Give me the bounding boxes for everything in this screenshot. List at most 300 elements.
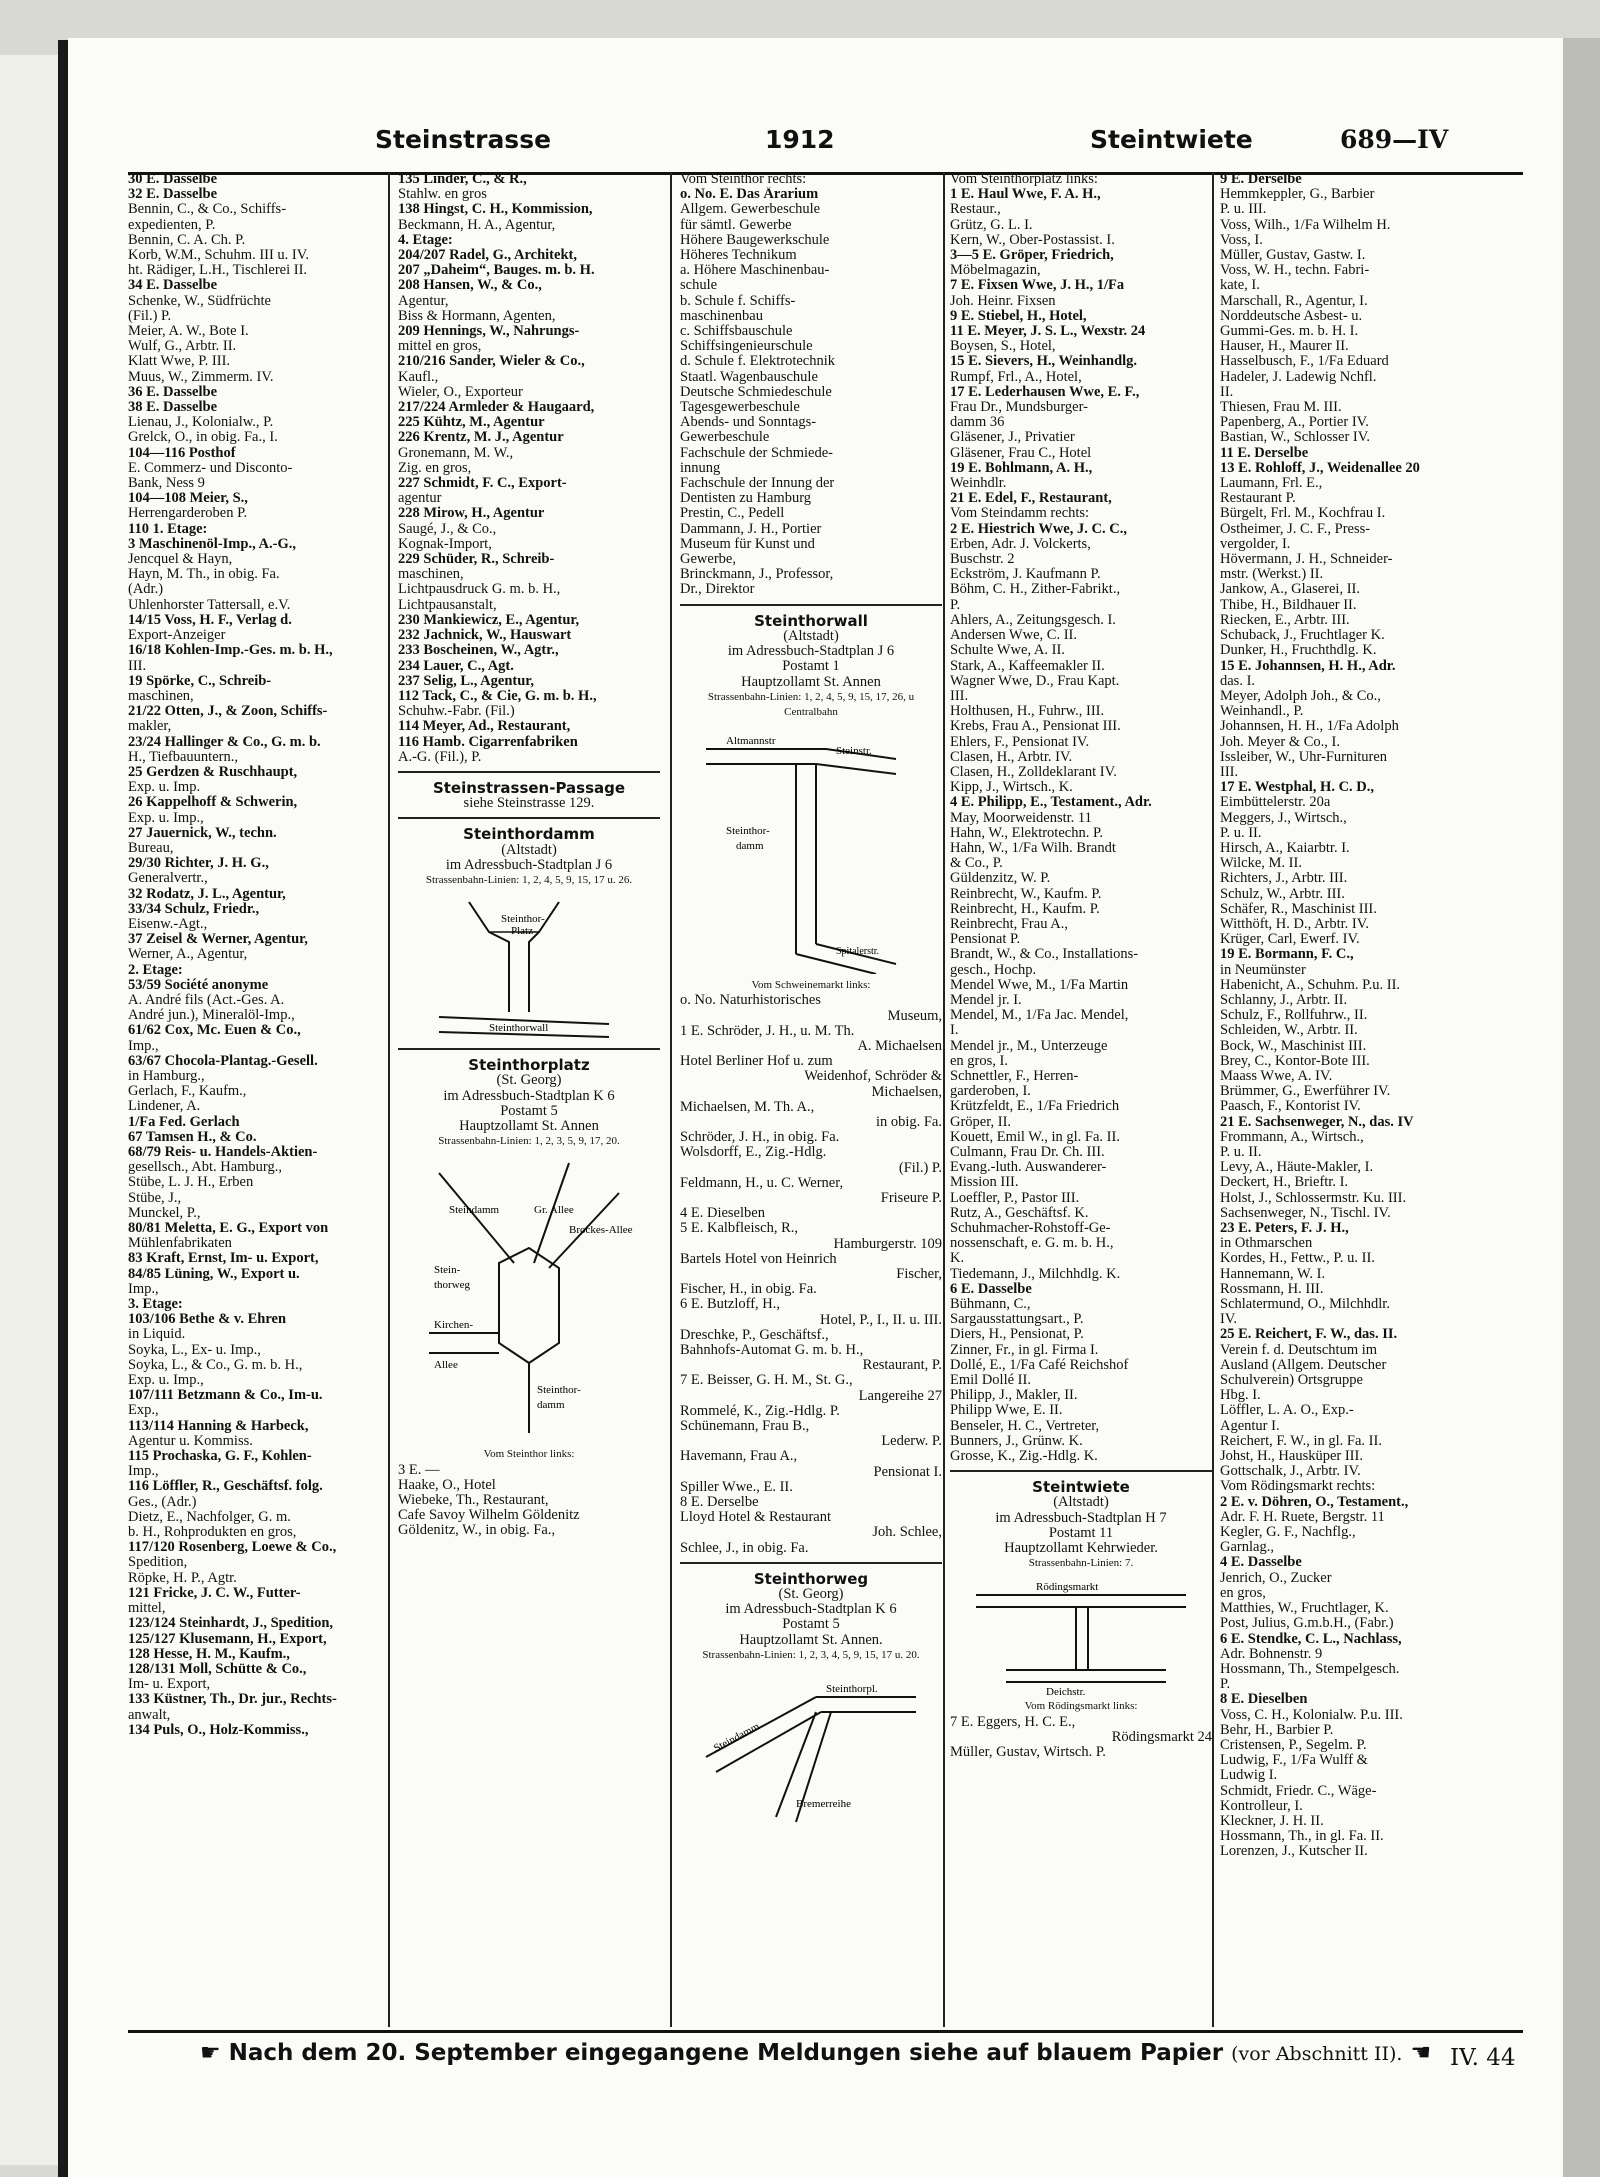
directory-entry: 17 E. Lederhausen Wwe, E. F.,: [950, 384, 1140, 400]
directory-entry: Marschall, R., Agentur, I.: [1220, 293, 1368, 309]
pointing-hand-icon: ☛: [200, 2040, 229, 2066]
steinthorweg-tram: Strassenbahn-Linien: 1, 2, 3, 4, 5, 9, 15, 17 u. 20.: [702, 1648, 920, 1661]
directory-entry: Culmann, Frau Dr. Ch. III.: [950, 1145, 1105, 1160]
directory-entry: damm 36: [950, 415, 1005, 431]
section-rule: [398, 1048, 660, 1050]
directory-entry: Imp.,: [128, 1464, 159, 1480]
steintwiete-post: Postamt 11: [1048, 1524, 1114, 1541]
book-gutter: [58, 40, 68, 2177]
directory-entry: Löffler, L. A. O., Exp.-: [1220, 1403, 1354, 1419]
directory-entry: 23/24 Hallinger & Co., G. m. b.: [128, 734, 321, 750]
steinthorplatz-zoll: Hauptzollamt St. Annen: [459, 1117, 599, 1134]
directory-entry: Kleckner, J. H. II.: [1220, 1813, 1324, 1829]
directory-entry: Papenberg, A., Portier IV.: [1220, 415, 1369, 431]
directory-entry: Eisenw.-Agt.,: [128, 916, 208, 932]
directory-entry: Brümmer, G., Ewerführer IV.: [1220, 1084, 1391, 1100]
directory-entry: Rossmann, H. III.: [1220, 1281, 1324, 1297]
directory-entry: Kontrolleur, I.: [1220, 1798, 1303, 1814]
directory-entry: 21/22 Otten, J., & Zoon, Schiffs-: [128, 704, 328, 720]
directory-entry: A.-G. (Fil.), P.: [398, 749, 482, 765]
directory-entry: 19 E. Bohlmann, A. H.,: [950, 460, 1093, 476]
directory-entry: P. u. III.: [1220, 202, 1267, 218]
directory-entry: 63/67 Chocola-Plantag.-Gesell.: [128, 1053, 318, 1069]
directory-entry: mittel,: [128, 1601, 166, 1617]
street-map-steinthorweg: [696, 1667, 926, 1837]
entry: Wolsdorff, E., Zig.-Hdlg.: [680, 1145, 827, 1161]
entry: 1 E. Schröder, J. H., u. M. Th.: [680, 1023, 855, 1039]
directory-entry: Soyka, L., Ex- u. Imp.,: [128, 1342, 261, 1358]
directory-entry: May, Moorweidenstr. 11: [950, 810, 1092, 826]
directory-entry: 2 E. v. Döhren, O., Testament.,: [1220, 1494, 1409, 1510]
directory-entry: Dunker, H., Fruchthdlg. K.: [1220, 643, 1377, 659]
directory-entry: Schlatermund, O., Milchhdlr.: [1220, 1297, 1390, 1313]
directory-entry: Adr. Bohnenstr. 9: [1220, 1646, 1323, 1662]
directory-entry: Vom Steindamm rechts:: [950, 506, 1090, 522]
footer-tail: (vor Abschnitt II).: [1231, 2043, 1403, 2065]
passage-ref: siehe Steinstrasse 129.: [463, 795, 595, 812]
directory-entry: Eimbüttelerstr. 20a: [1220, 795, 1331, 811]
footer-notice: [200, 2040, 1431, 2066]
directory-entry: Eckström, J. Kaufmann P.: [950, 567, 1101, 583]
directory-entry: 228 Mirow, H., Agentur: [398, 506, 545, 522]
entry: Bahnhofs-Automat G. m. b. H.,: [680, 1342, 864, 1358]
directory-entry: Grelck, O., in obig. Fa., I.: [128, 430, 278, 446]
directory-entry: Erben, Adr. J. Volckerts,: [950, 536, 1091, 552]
directory-entry: Riecken, E., Arbtr. III.: [1220, 612, 1350, 628]
col1-entries: [128, 172, 380, 1738]
directory-entry: 208 Hansen, W., & Co.,: [398, 278, 542, 294]
directory-entry: Clasen, H., Zolldeklarant IV.: [950, 764, 1117, 780]
directory-entry: 36 E. Dasselbe: [128, 384, 218, 400]
directory-entry: en gros, I.: [950, 1053, 1008, 1069]
directory-entry: 32 E. Dasselbe: [128, 187, 218, 203]
directory-entry: Mission III.: [950, 1175, 1019, 1191]
directory-entry: Exp. u. Imp.: [128, 780, 201, 796]
directory-entry: Schuhmacher-Rohstoff-Ge-: [950, 1221, 1111, 1237]
steinthorplatz-post: Postamt 5: [500, 1102, 558, 1119]
column-1: [128, 172, 380, 2027]
directory-entry: Issleiber, W., Uhr-Furnituren: [1220, 749, 1388, 765]
directory-entry: E. Commerz- und Disconto-: [128, 460, 293, 476]
directory-entry: in Othmarschen: [1220, 1236, 1313, 1252]
directory-entry: innung: [680, 460, 721, 476]
directory-entry: Witthöft, H. D., Arbtr. IV.: [1220, 916, 1369, 932]
steinthorwall-zoll: Hauptzollamt St. Annen: [741, 673, 881, 690]
column-3: [680, 172, 942, 2027]
directory-entry: Kognak-Import,: [398, 536, 492, 552]
entry: Schröder, J. H., in obig. Fa.: [680, 1130, 840, 1146]
steinthorwall-post: Postamt 1: [782, 658, 840, 675]
directory-entry: Lindener, A.: [128, 1099, 201, 1115]
directory-entry: 32 Rodatz, J. L., Agentur,: [128, 886, 286, 902]
directory-entry: 30 E. Dasselbe: [128, 172, 218, 187]
map-label: Steinthor-: [537, 1384, 581, 1397]
directory-entry: Hossmann, Th., in gl. Fa. II.: [1220, 1829, 1384, 1845]
entry: Wiebeke, Th., Restaurant,: [398, 1492, 549, 1508]
directory-entry: Richters, J., Arbtr. III.: [1220, 871, 1348, 887]
directory-entry: 135 Linder, C., & R.,: [398, 172, 527, 187]
directory-entry: Museum für Kunst und: [680, 536, 815, 552]
directory-entry: 134 Puls, O., Holz-Kommiss.,: [128, 1722, 309, 1738]
directory-entry: ht. Rädiger, L.H., Tischlerei II.: [128, 263, 308, 279]
directory-entry: 27 Jauernick, W., techn.: [128, 825, 277, 841]
entry: Friseure P.: [880, 1190, 942, 1206]
map-label: Platz: [511, 925, 533, 938]
directory-entry: Mendel, M., 1/Fa Jac. Mendel,: [950, 1008, 1129, 1024]
directory-entry: Thibe, H., Bildhauer II.: [1220, 597, 1357, 613]
directory-entry: 4. Etage:: [398, 232, 453, 248]
directory-entry: Schenke, W., Südfrüchte: [128, 293, 271, 309]
column-4: [950, 172, 1212, 2027]
directory-entry: Zig. en gros,: [398, 460, 472, 476]
steinthordamm-title: Steinthordamm: [463, 825, 595, 844]
directory-entry: a. Höhere Maschinenbau-: [680, 263, 830, 279]
directory-entry: Lorenzen, J., Kutscher II.: [1220, 1844, 1368, 1860]
entry: Feldmann, H., u. C. Werner,: [680, 1175, 844, 1191]
directory-entry: Stübe, J.,: [128, 1190, 182, 1206]
directory-entry: Ludwig, F., 1/Fa Wulff &: [1220, 1753, 1368, 1769]
directory-entry: Lichtpausanstalt,: [398, 597, 497, 613]
directory-entry: Hbg. I.: [1220, 1388, 1261, 1404]
directory-entry: Güldenzitz, W. P.: [950, 871, 1051, 887]
footer-main: Nach dem 20. September eingegangene Meldungen siehe auf blauem Papier: [228, 2040, 1224, 2066]
directory-entry: Bennin, C. A. Ch. P.: [128, 232, 246, 248]
directory-entry: Rumpf, Frl., A., Hotel,: [950, 369, 1082, 385]
directory-entry: Reichert, F. W., in gl. Fa. II.: [1220, 1433, 1382, 1449]
directory-entry: Bühmann, C.,: [950, 1297, 1031, 1313]
directory-entry: maschinen,: [398, 567, 464, 583]
directory-entry: Imp.,: [128, 1281, 159, 1297]
directory-entry: Loeffler, P., Pastor III.: [950, 1190, 1080, 1206]
directory-entry: Joh. Meyer & Co., I.: [1220, 734, 1341, 750]
directory-entry: 25 E. Reichert, F. W., das. II.: [1220, 1327, 1398, 1343]
directory-entry: Andersen Wwe, C. II.: [950, 628, 1077, 644]
directory-entry: 107/111 Betzmann & Co., Im-u.: [128, 1388, 323, 1404]
directory-entry: o. No. E. Das Ärarium: [680, 187, 819, 203]
directory-entry: Bastian, W., Schlosser IV.: [1220, 430, 1370, 446]
directory-entry: Benseler, H. C., Vertreter,: [950, 1418, 1100, 1434]
directory-entry: Dr., Direktor: [680, 582, 755, 598]
entry: Michaelsen, M. Th. A.,: [680, 1099, 815, 1115]
directory-entry: 2. Etage:: [128, 962, 183, 978]
directory-entry: Brey, C., Kontor-Bote III.: [1220, 1053, 1370, 1069]
directory-entry: IV.: [1220, 1312, 1238, 1328]
directory-entry: Klatt Wwe, P. III.: [128, 354, 231, 370]
directory-entry: Garnlag.,: [1220, 1540, 1274, 1556]
directory-entry: Im- u. Export,: [128, 1677, 211, 1693]
directory-entry: 14/15 Voss, H. F., Verlag d.: [128, 612, 292, 628]
directory-entry: mittel en gros,: [398, 339, 482, 355]
entry: Dreschke, P., Geschäftsf.,: [680, 1327, 829, 1343]
directory-entry: Gröper, II.: [950, 1114, 1012, 1130]
directory-entry: 2 E. Hiestrich Wwe, J. C. C.,: [950, 521, 1127, 537]
directory-entry: 230 Mankiewicz, E., Agentur,: [398, 612, 580, 628]
directory-entry: Bürgelt, Frl. M., Kochfrau I.: [1220, 506, 1386, 522]
directory-entry: Philipp, J., Makler, II.: [950, 1388, 1078, 1404]
directory-entry: expedienten, P.: [128, 217, 216, 233]
directory-entry: 11 E. Meyer, J. S. L., Wexstr. 24: [950, 324, 1146, 340]
directory-entry: 33/34 Schulz, Friedr.,: [128, 901, 260, 917]
directory-entry: Soyka, L., & Co., G. m. b. H.,: [128, 1357, 303, 1373]
steinthorplatz-direction: Vom Steinthor links:: [483, 1448, 575, 1461]
directory-entry: Tiedemann, J., Milchhdlg. K.: [950, 1266, 1121, 1282]
directory-entry: Schulte Wwe, A. II.: [950, 643, 1065, 659]
steinthorweg-plan: im Adressbuch-Stadtplan K 6: [725, 1601, 897, 1618]
steinthorweg-post: Postamt 5: [782, 1616, 840, 1633]
directory-entry: Levy, A., Häute-Makler, I.: [1220, 1160, 1374, 1176]
directory-entry: Allgem. Gewerbeschule: [680, 202, 821, 218]
directory-entry: 25 Gerdzen & Ruschhaupt,: [128, 764, 298, 780]
directory-entry: 116 Löffler, R., Geschäftsf. folg.: [128, 1479, 323, 1495]
directory-entry: 116 Hamb. Cigarrenfabriken: [398, 734, 578, 750]
column-divider: [943, 172, 945, 2027]
directory-entry: Buschstr. 2: [950, 552, 1015, 568]
directory-entry: 68/79 Reis- u. Handels-Aktien-: [128, 1145, 318, 1160]
directory-entry: 114 Meyer, Ad., Restaurant,: [398, 719, 571, 735]
directory-entry: Bureau,: [128, 840, 174, 856]
directory-entry: 21 E. Edel, F., Restaurant,: [950, 491, 1112, 507]
directory-entry: Jenrich, O., Zucker: [1220, 1570, 1332, 1586]
header-year: 1912: [765, 125, 835, 154]
directory-entry: 7 E. Fixsen Wwe, J. H., 1/Fa: [950, 278, 1125, 294]
directory-entry: in Hamburg.,: [128, 1068, 205, 1084]
entry: 5 E. Kalbfleisch, R.,: [680, 1221, 798, 1237]
directory-entry: 204/207 Radel, G., Architekt,: [398, 248, 577, 264]
map-label: Steinthor-: [501, 913, 545, 926]
directory-entry: III.: [1220, 764, 1239, 780]
directory-entry: Reinbrecht, W., Kaufm. P.: [950, 886, 1102, 902]
directory-entry: 67 Tamsen H., & Co.: [128, 1129, 257, 1145]
directory-entry: agentur: [398, 491, 442, 507]
section-rule: [680, 604, 942, 606]
directory-entry: Habenicht, A., Schuhm. P.u. II.: [1220, 977, 1401, 993]
steinthordamm-tram: Strassenbahn-Linien: 1, 2, 4, 5, 9, 15, 17 u. 26.: [425, 873, 633, 886]
entry: Hamburgerstr. 109: [833, 1236, 942, 1252]
page-edge: [1563, 38, 1600, 2177]
directory-entry: Restaur.,: [950, 202, 1001, 218]
directory-entry: 6 E. Dasselbe: [950, 1281, 1032, 1297]
map-label: Steindamm: [711, 1720, 762, 1755]
directory-entry: Paasch, F., Kontorist IV.: [1220, 1099, 1361, 1115]
directory-entry: 233 Boscheinen, W., Agtr.,: [398, 643, 559, 659]
directory-entry: Grosse, K., Zig.-Hdlg. K.: [950, 1449, 1098, 1465]
entry: o. No. Naturhistorisches: [680, 993, 821, 1009]
directory-entry: Spedition,: [128, 1555, 188, 1571]
directory-entry: Ludwig I.: [1220, 1768, 1278, 1784]
directory-entry: P. u. II.: [1220, 825, 1262, 841]
directory-entry: 227 Schmidt, F. C., Export-: [398, 476, 567, 492]
directory-entry: II.: [1220, 384, 1234, 400]
directory-entry: 3. Etage:: [128, 1297, 183, 1313]
directory-entry: 229 Schüder, R., Schreib-: [398, 552, 555, 568]
directory-entry: Hossmann, Th., Stempelgesch.: [1220, 1661, 1400, 1677]
map-label: Steinthorpl.: [826, 1683, 878, 1696]
directory-entry: Schmidt, Friedr. C., Wäge-: [1220, 1783, 1377, 1799]
steinthorweg-district: (St. Georg): [778, 1586, 844, 1603]
directory-entry: Möbelmagazin,: [950, 263, 1041, 279]
directory-entry: 80/81 Meletta, E. G., Export von: [128, 1221, 329, 1237]
header-street-left: Steinstrasse: [375, 125, 552, 154]
directory-entry: Deutsche Schmiedeschule: [680, 384, 832, 400]
entry: Havemann, Frau A.,: [680, 1449, 798, 1465]
directory-entry: Schlanny, J., Arbtr. II.: [1220, 992, 1348, 1008]
directory-entry: 17 E. Westphal, H. C. D.,: [1220, 780, 1375, 796]
directory-entry: P.: [1220, 1677, 1231, 1693]
directory-entry: Böhm, C. H., Zither-Fabrikt.,: [950, 582, 1121, 598]
directory-entry: Emil Dollé II.: [950, 1373, 1031, 1389]
street-map-steinthorplatz: [419, 1153, 639, 1443]
directory-entry: Hövermann, J. H., Schneider-: [1220, 552, 1393, 568]
entry: Hotel, P., I., II. u. III.: [819, 1312, 942, 1328]
directory-entry: 232 Jachnick, W., Hauswart: [398, 628, 572, 644]
directory-entry: Hadeler, J. Ladewig Nchfl.: [1220, 369, 1377, 385]
directory-entry: 117/120 Rosenberg, Loewe & Co.,: [128, 1540, 337, 1556]
directory-entry: Krützfeldt, E., 1/Fa Friedrich: [950, 1099, 1120, 1115]
directory-entry: anwalt,: [128, 1707, 171, 1723]
directory-entry: das. I.: [1220, 673, 1256, 689]
entry: Bartels Hotel von Heinrich: [680, 1251, 837, 1267]
directory-entry: 112 Tack, C., & Cie, G. m. b. H.,: [398, 688, 597, 704]
directory-entry: 1 E. Haul Wwe, F. A. H.,: [950, 187, 1101, 203]
directory-entry: Saugé, J., & Co.,: [398, 521, 497, 537]
map-label: Kirchen-: [434, 1319, 474, 1332]
directory-entry: 103/106 Bethe & v. Ehren: [128, 1312, 287, 1328]
directory-entry: Kordes, H., Fettw., P. u. II.: [1220, 1251, 1375, 1267]
directory-entry: Gottschalk, J., Arbtr. IV.: [1220, 1464, 1361, 1480]
directory-entry: P. u. II.: [1220, 1145, 1262, 1160]
directory-entry: Johannsen, H. H., 1/Fa Adolph: [1220, 719, 1399, 735]
directory-entry: Frommann, A., Wirtsch.,: [1220, 1129, 1364, 1145]
map-label: Steindamm: [449, 1204, 500, 1217]
directory-entry: Abends- und Sonntags-: [680, 415, 817, 431]
col3-entries: [680, 172, 942, 598]
directory-entry: 15 E. Sievers, H., Weinhandlg.: [950, 354, 1138, 370]
directory-entry: 121 Fricke, J. C. W., Futter-: [128, 1585, 301, 1601]
directory-entry: 104—108 Meier, S.,: [128, 491, 248, 507]
directory-entry: Vom Steinthor rechts:: [680, 172, 807, 187]
entry: Lederw. P.: [881, 1434, 942, 1450]
directory-entry: Schäfer, R., Maschinist III.: [1220, 901, 1377, 917]
directory-entry: Bank, Ness 9: [128, 476, 205, 492]
steinthorwall-tram: Strassenbahn-Linien: 1, 2, 4, 5, 9, 15, 17, 26, u Centralbahn: [707, 690, 915, 718]
directory-entry: Schiffsingenieurschule: [680, 339, 813, 355]
directory-entry: Export-Anzeiger: [128, 628, 226, 644]
directory-entry: 16/18 Kohlen-Imp.-Ges. m. b. H.,: [128, 643, 333, 659]
directory-entry: & Co., P.: [950, 856, 1003, 872]
directory-entry: Mühlenfabrikaten: [128, 1236, 232, 1252]
entry: Museum,: [887, 1008, 942, 1024]
steinthorwall-direction: Vom Schweinemarkt links:: [751, 979, 871, 992]
directory-entry: Imp.,: [128, 1038, 159, 1054]
directory-entry: Post, Julius, G.m.b.H., (Fabr.): [1220, 1616, 1394, 1632]
directory-entry: Munckel, P.,: [128, 1205, 201, 1221]
directory-entry: Sargausstattungsart., P.: [950, 1312, 1084, 1328]
entry: 8 E. Derselbe: [680, 1495, 759, 1511]
entry: Joh. Schlee,: [872, 1525, 942, 1541]
directory-entry: 138 Hingst, C. H., Kommission,: [398, 202, 593, 218]
directory-entry: schule: [680, 278, 718, 294]
directory-entry: makler,: [128, 719, 172, 735]
steinthorwall-district: (Altstadt): [783, 627, 839, 644]
directory-entry: 13 E. Rohloff, J., Weidenallee 20: [1220, 460, 1420, 476]
directory-entry: Wieler, O., Exporteur: [398, 384, 523, 400]
directory-entry: maschinen,: [128, 688, 194, 704]
directory-entry: Biss & Hormann, Agenten,: [398, 308, 556, 324]
entry: Cafe Savoy Wilhelm Göldenitz: [398, 1508, 580, 1524]
directory-entry: in Liquid.: [128, 1327, 186, 1343]
street-map-steintwiete: [966, 1575, 1196, 1695]
directory-entry: Laumann, Frl. E.,: [1220, 476, 1323, 492]
directory-entry: Exp. u. Imp.,: [128, 810, 204, 826]
entry: Schünemann, Frau B.,: [680, 1419, 810, 1434]
directory-entry: Ahlers, A., Zeitungsgesch. I.: [950, 612, 1116, 628]
directory-entry: Schulz, F., Rollfuhrw., II.: [1220, 1008, 1368, 1024]
directory-entry: 133 Küstner, Th., Dr. jur., Rechts-: [128, 1692, 337, 1708]
steinthorweg-zoll: Hauptzollamt St. Annen.: [739, 1631, 883, 1648]
steinthorweg-title: Steinthorweg: [753, 1569, 869, 1588]
directory-entry: H., Tiefbauuntern.,: [128, 749, 238, 765]
section-rule: [680, 1562, 942, 1564]
directory-entry: Schulz, W., Arbtr. III.: [1220, 886, 1345, 902]
column-divider: [1212, 172, 1214, 2027]
entry: Schlee, J., in obig. Fa.: [680, 1540, 809, 1556]
directory-entry: Maass Wwe, A. IV.: [1220, 1068, 1333, 1084]
directory-entry: 61/62 Cox, Mc. Euen & Co.,: [128, 1023, 301, 1039]
page-number: IV. 44: [1450, 2045, 1516, 2071]
directory-entry: Hasselbusch, F., 1/Fa Eduard: [1220, 354, 1389, 370]
steinthorplatz-district: (St. Georg): [496, 1072, 562, 1089]
directory-entry: garderoben, I.: [950, 1084, 1031, 1100]
steintwiete-zoll: Hauptzollamt Kehrwieder.: [1004, 1540, 1158, 1557]
directory-entry: 6 E. Stendke, C. L., Nachlass,: [1220, 1631, 1402, 1647]
steinthorwall-title: Steinthorwall: [754, 611, 868, 630]
directory-entry: Kaufl.,: [398, 369, 439, 385]
directory-entry: Mendel Wwe, M., 1/Fa Martin: [950, 977, 1129, 993]
entry: A. Michaelsen: [857, 1038, 942, 1054]
directory-entry: mstr. (Werkst.) II.: [1220, 567, 1324, 583]
pointing-hand-icon: ☚: [1410, 2040, 1432, 2066]
directory-entry: Rutz, A., Geschäftsf. K.: [950, 1205, 1089, 1221]
directory-entry: Pensionat P.: [950, 932, 1021, 948]
map-label: Gr. Allee: [534, 1204, 574, 1217]
directory-entry: Staatl. Wagenbauschule: [680, 369, 818, 385]
map-label: thorweg: [434, 1279, 471, 1292]
directory-entry: 128/131 Moll, Schütte & Co.,: [128, 1661, 307, 1677]
directory-entry: Kipp, J., Wirtsch., K.: [950, 780, 1073, 796]
entry: Rommelé, K., Zig.-Hdlg. P.: [680, 1403, 840, 1419]
directory-entry: Voss, C. H., Kolonialw. P.u. III.: [1220, 1707, 1403, 1723]
map-label: Allee: [434, 1359, 458, 1372]
col2-entries: [398, 172, 660, 765]
directory-entry: Werner, A., Agentur,: [128, 947, 248, 963]
map-label: Stein-: [434, 1264, 461, 1277]
directory-entry: Diers, H., Pensionat, P.: [950, 1327, 1084, 1343]
directory-entry: Hahn, W., 1/Fa Wilh. Brandt: [950, 840, 1116, 856]
directory-entry: Meier, A. W., Bote I.: [128, 324, 249, 340]
directory-entry: 128 Hesse, H. M., Kaufm.,: [128, 1646, 290, 1662]
directory-entry: Verein f. d. Deutschtum im: [1220, 1342, 1378, 1358]
directory-entry: 19 Spörke, C., Schreib-: [128, 673, 272, 689]
directory-entry: 23 E. Peters, F. J. H.,: [1220, 1221, 1349, 1237]
directory-entry: Grütz, G. L. I.: [950, 217, 1033, 233]
directory-entry: Kouett, Emil W., in gl. Fa. II.: [950, 1129, 1120, 1145]
directory-entry: Hauser, H., Maurer II.: [1220, 339, 1349, 355]
map-label: Rödingsmarkt: [1036, 1581, 1099, 1594]
directory-entry: Voss, W. H., techn. Fabri-: [1220, 263, 1370, 279]
directory-entry: 113/114 Hanning & Harbeck,: [128, 1418, 309, 1434]
directory-entry: Kegler, G. F., Nachflg.,: [1220, 1525, 1356, 1541]
directory-entry: 19 E. Bormann, F. C.,: [1220, 947, 1354, 963]
